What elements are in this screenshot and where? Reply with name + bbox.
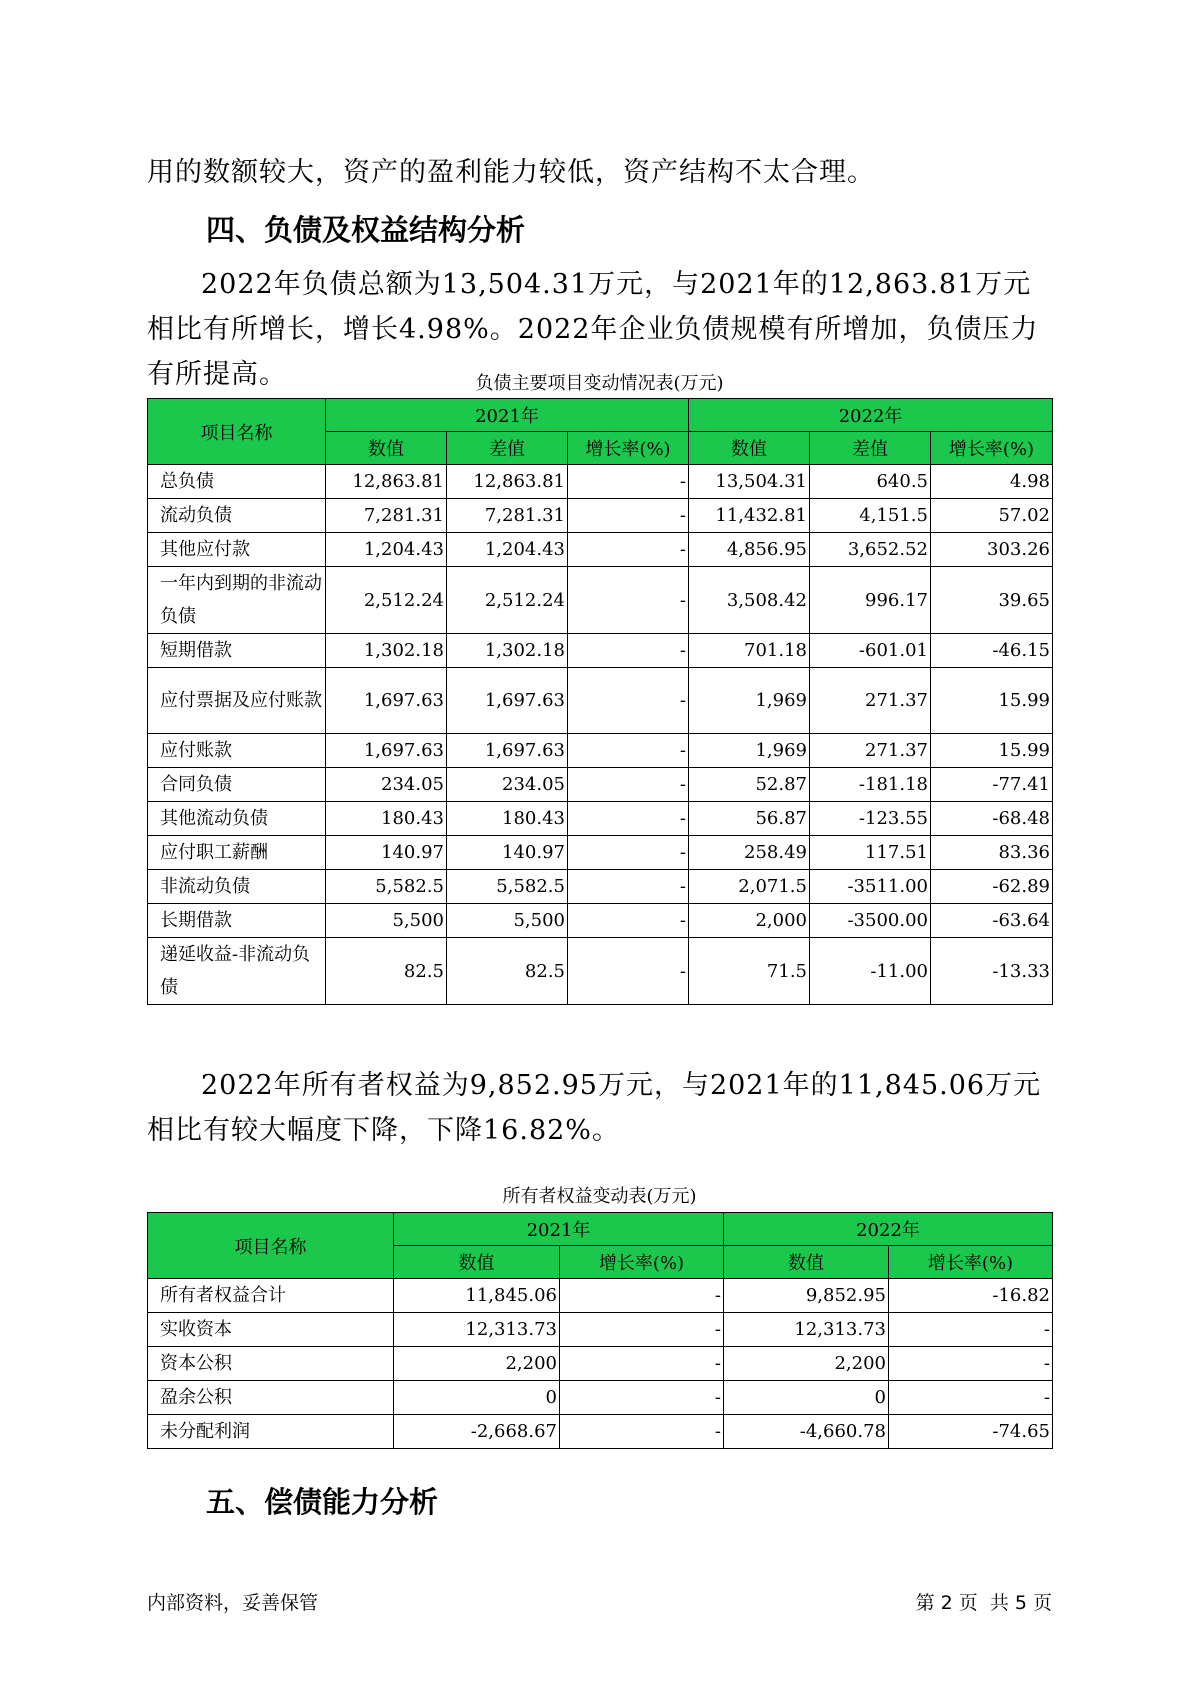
value-2022-cell: 1,969 (689, 734, 810, 768)
growth-2022-cell: - (889, 1313, 1053, 1347)
diff-2021-cell: 234.05 (447, 768, 568, 802)
value-2021-cell: 5,582.5 (326, 870, 447, 904)
table-row (148, 904, 1053, 938)
growth-2022-cell: -46.15 (931, 634, 1053, 668)
value-2021-cell: 5,500 (326, 904, 447, 938)
value-2021-cell: 180.43 (326, 802, 447, 836)
growth-2022-cell: 15.99 (931, 668, 1053, 734)
equity-table-caption: 所有者权益变动表(万元) (502, 1186, 697, 1207)
growth-2022-cell: 57.02 (931, 499, 1053, 533)
row-name-cell: 资本公积 (148, 1347, 394, 1381)
liability-col-name-header: 项目名称 (148, 399, 326, 465)
growth-2022-cell: - (889, 1381, 1053, 1415)
table-row (148, 634, 1053, 668)
value-2022-cell: 701.18 (689, 634, 810, 668)
table-row (148, 938, 1053, 1005)
diff-2022-cell: 996.17 (810, 567, 931, 634)
equity-col-name-header: 项目名称 (148, 1213, 394, 1279)
row-name-cell: 总负债 (148, 465, 326, 499)
diff-2022-cell: 4,151.5 (810, 499, 931, 533)
row-name-cell: 应付账款 (148, 734, 326, 768)
section5-heading: 五、偿债能力分析 (206, 1485, 439, 1519)
table-row (148, 533, 1053, 567)
equity-sub-header: 数值 (394, 1246, 560, 1279)
growth-2021-cell: - (568, 499, 689, 533)
value-2021-cell: 7,281.31 (326, 499, 447, 533)
diff-2022-cell: 3,652.52 (810, 533, 931, 567)
diff-2022-cell: 640.5 (810, 465, 931, 499)
diff-2021-cell: 7,281.31 (447, 499, 568, 533)
row-name-cell: 实收资本 (148, 1313, 394, 1347)
value-2021-cell: 11,845.06 (394, 1279, 560, 1313)
row-name-cell: 递延收益-非流动负债 (148, 938, 326, 1005)
table-row (148, 465, 1053, 499)
growth-2021-cell: - (568, 938, 689, 1005)
intro-line: 用的数额较大，资产的盈利能力较低，资产结构不太合理。 (147, 157, 875, 188)
table-row (148, 499, 1053, 533)
row-name-cell: 其他应付款 (148, 533, 326, 567)
diff-2022-cell: -3500.00 (810, 904, 931, 938)
value-2021-cell: 0 (394, 1381, 560, 1415)
equity-sub-header: 增长率(%) (889, 1246, 1053, 1279)
diff-2022-cell: 271.37 (810, 668, 931, 734)
value-2021-cell: -2,668.67 (394, 1415, 560, 1449)
value-2022-cell: 13,504.31 (689, 465, 810, 499)
row-name-cell: 短期借款 (148, 634, 326, 668)
value-2022-cell: 1,969 (689, 668, 810, 734)
table-row (148, 836, 1053, 870)
equity-paragraph: 2022年所有者权益为9,852.95万元，与2021年的11,845.06万元相比有较大幅度下降，下降16.82%。 (147, 1070, 1042, 1146)
table-row (148, 1279, 1053, 1313)
growth-2022-cell: 39.65 (931, 567, 1053, 634)
table-row (148, 1313, 1053, 1347)
growth-2021-cell: - (568, 836, 689, 870)
value-2021-cell: 12,313.73 (394, 1313, 560, 1347)
growth-2021-cell: - (560, 1381, 724, 1415)
value-2022-cell: 2,071.5 (689, 870, 810, 904)
value-2022-cell: 258.49 (689, 836, 810, 870)
diff-2021-cell: 12,863.81 (447, 465, 568, 499)
diff-2021-cell: 1,697.63 (447, 668, 568, 734)
value-2021-cell: 2,200 (394, 1347, 560, 1381)
table-row (148, 567, 1053, 634)
diff-2021-cell: 180.43 (447, 802, 568, 836)
footer-note: 内部资料，妥善保管 (147, 1592, 319, 1614)
equity-table (147, 1212, 1053, 1449)
table-row (148, 870, 1053, 904)
growth-2021-cell: - (568, 465, 689, 499)
growth-2021-cell: - (560, 1415, 724, 1449)
equity-sub-header: 数值 (724, 1246, 889, 1279)
equity-year2-header: 2022年 (724, 1213, 1053, 1246)
value-2022-cell: 3,508.42 (689, 567, 810, 634)
diff-2021-cell: 2,512.24 (447, 567, 568, 634)
value-2022-cell: 71.5 (689, 938, 810, 1005)
table-row (148, 734, 1053, 768)
value-2022-cell: 52.87 (689, 768, 810, 802)
liability-year1-header: 2021年 (326, 399, 689, 432)
growth-2022-cell: 15.99 (931, 734, 1053, 768)
row-name-cell: 长期借款 (148, 904, 326, 938)
value-2021-cell: 234.05 (326, 768, 447, 802)
row-name-cell: 流动负债 (148, 499, 326, 533)
diff-2022-cell: -11.00 (810, 938, 931, 1005)
growth-2022-cell: -13.33 (931, 938, 1053, 1005)
section4-paragraph: 2022年负债总额为13,504.31万元，与2021年的12,863.81万元相比有所增长，增长4.98%。2022年企业负债规模有所增加，负债压力有所提高。 (147, 269, 1039, 390)
row-name-cell: 盈余公积 (148, 1381, 394, 1415)
table-row (148, 1415, 1053, 1449)
growth-2021-cell: - (568, 668, 689, 734)
growth-2021-cell: - (568, 870, 689, 904)
liability-sub-header: 增长率(%) (568, 432, 689, 465)
equity-sub-header: 增长率(%) (560, 1246, 724, 1279)
growth-2022-cell: -74.65 (889, 1415, 1053, 1449)
row-name-cell: 未分配利润 (148, 1415, 394, 1449)
page-number: 第 2 页 共 5 页 (915, 1592, 1052, 1614)
table-row (148, 668, 1053, 734)
row-name-cell: 合同负债 (148, 768, 326, 802)
growth-2022-cell: 303.26 (931, 533, 1053, 567)
value-2022-cell: 9,852.95 (724, 1279, 889, 1313)
table-row (148, 1381, 1053, 1415)
diff-2022-cell: -123.55 (810, 802, 931, 836)
diff-2021-cell: 1,302.18 (447, 634, 568, 668)
growth-2021-cell: - (568, 533, 689, 567)
row-name-cell: 所有者权益合计 (148, 1279, 394, 1313)
growth-2021-cell: - (560, 1347, 724, 1381)
diff-2022-cell: 117.51 (810, 836, 931, 870)
value-2021-cell: 1,697.63 (326, 734, 447, 768)
liability-year2-header: 2022年 (689, 399, 1053, 432)
growth-2021-cell: - (568, 734, 689, 768)
value-2022-cell: -4,660.78 (724, 1415, 889, 1449)
growth-2021-cell: - (568, 904, 689, 938)
row-name-cell: 一年内到期的非流动负债 (148, 567, 326, 634)
growth-2021-cell: - (568, 567, 689, 634)
value-2022-cell: 2,200 (724, 1347, 889, 1381)
liability-sub-header: 数值 (689, 432, 810, 465)
value-2021-cell: 1,302.18 (326, 634, 447, 668)
value-2021-cell: 1,697.63 (326, 668, 447, 734)
diff-2021-cell: 1,697.63 (447, 734, 568, 768)
liability-sub-header: 差值 (810, 432, 931, 465)
value-2022-cell: 11,432.81 (689, 499, 810, 533)
table-row (148, 1347, 1053, 1381)
liability-table-caption: 负债主要项目变动情况表(万元) (475, 373, 724, 394)
diff-2021-cell: 5,500 (447, 904, 568, 938)
diff-2021-cell: 140.97 (447, 836, 568, 870)
growth-2022-cell: -16.82 (889, 1279, 1053, 1313)
growth-2022-cell: -68.48 (931, 802, 1053, 836)
growth-2021-cell: - (568, 802, 689, 836)
equity-year1-header: 2021年 (394, 1213, 724, 1246)
growth-2021-cell: - (568, 634, 689, 668)
growth-2021-cell: - (560, 1313, 724, 1347)
growth-2022-cell: -62.89 (931, 870, 1053, 904)
diff-2021-cell: 1,204.43 (447, 533, 568, 567)
diff-2021-cell: 5,582.5 (447, 870, 568, 904)
growth-2021-cell: - (568, 768, 689, 802)
section4-heading: 四、负债及权益结构分析 (206, 213, 526, 247)
value-2021-cell: 1,204.43 (326, 533, 447, 567)
liability-sub-header: 差值 (447, 432, 568, 465)
row-name-cell: 其他流动负债 (148, 802, 326, 836)
growth-2022-cell: - (889, 1347, 1053, 1381)
diff-2022-cell: -181.18 (810, 768, 931, 802)
liability-sub-header: 数值 (326, 432, 447, 465)
diff-2022-cell: -601.01 (810, 634, 931, 668)
growth-2022-cell: -77.41 (931, 768, 1053, 802)
row-name-cell: 应付票据及应付账款 (148, 668, 326, 734)
growth-2022-cell: 83.36 (931, 836, 1053, 870)
row-name-cell: 非流动负债 (148, 870, 326, 904)
value-2021-cell: 82.5 (326, 938, 447, 1005)
value-2021-cell: 12,863.81 (326, 465, 447, 499)
table-row (148, 768, 1053, 802)
growth-2022-cell: -63.64 (931, 904, 1053, 938)
value-2022-cell: 2,000 (689, 904, 810, 938)
value-2022-cell: 12,313.73 (724, 1313, 889, 1347)
growth-2021-cell: - (560, 1279, 724, 1313)
table-row (148, 802, 1053, 836)
value-2022-cell: 56.87 (689, 802, 810, 836)
value-2022-cell: 4,856.95 (689, 533, 810, 567)
value-2022-cell: 0 (724, 1381, 889, 1415)
liability-table (147, 398, 1053, 1005)
diff-2021-cell: 82.5 (447, 938, 568, 1005)
diff-2022-cell: 271.37 (810, 734, 931, 768)
value-2021-cell: 140.97 (326, 836, 447, 870)
diff-2022-cell: -3511.00 (810, 870, 931, 904)
row-name-cell: 应付职工薪酬 (148, 836, 326, 870)
value-2021-cell: 2,512.24 (326, 567, 447, 634)
growth-2022-cell: 4.98 (931, 465, 1053, 499)
liability-sub-header: 增长率(%) (931, 432, 1053, 465)
